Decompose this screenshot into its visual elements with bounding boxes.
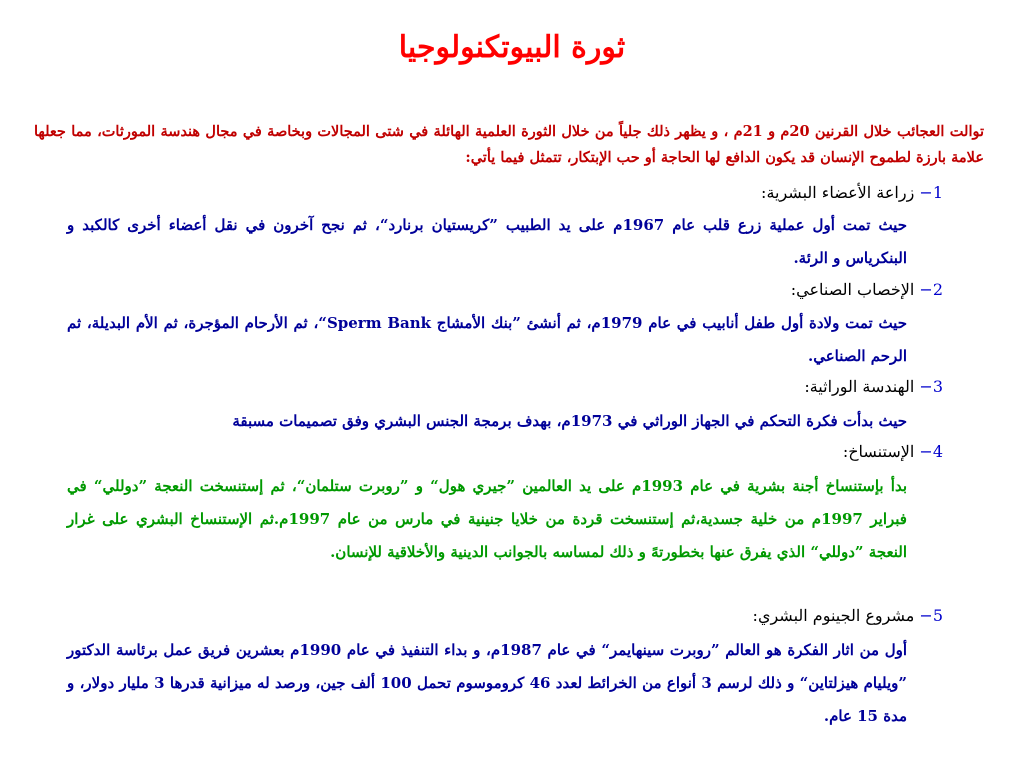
section-heading-label: الهندسة الوراثية: [804, 377, 915, 396]
intro-paragraph: توالت العجائب خلال القرنين 20م و 21م ، و يظهر ذلك جلياً من خلال الثورة العلمية الهائلة في شتى المجالات وبخاصة في مجال هندسة المورثات، مما جعلها علامة بارزة لطموح الإنسان قد يكون الدافع لها الحاجة أو حب الإبتكار، تتمثل فيما يأتي: [34, 123, 984, 166]
section-number: 1− [919, 183, 943, 202]
section-text-4: بدأ بإستنساخ أجنة بشرية في عام 1993م على يد العالمين ”جيري هول“ و ”روبرت ستلمان“، ثم إستنسخت النعجة ”دوللي“ في فبراير 1997م من خلية جسدية،ثم إستنسخت قردة من خلايا جنينية في مارس من عام 1997م.ثم الإستنساخ البشري على غرار النعجة ”دوللي“ الذي يفرق عنها بخطورتهً و ذلك لمساسه بالجوانب الدينية والأخلاقية للإنسان. [67, 477, 908, 561]
section-text-3: حيث بدأت فكرة التحكم في الجهاز الوراثي في 1973م، بهدف برمجة الجنس البشري وفق تصميمات مسبقة [232, 412, 907, 430]
section-text-1: حيث تمت أول عملية زرع قلب عام 1967م على يد الطبيب ”كريستيان برنارد“، ثم نجح آخرون في نقل أعضاء أخرى كالكبد و البنكرياس و الرئة. [67, 216, 907, 267]
section-heading-label: الإستنساخ: [842, 442, 915, 461]
section-heading-1 [83, 181, 943, 205]
section-number: 5− [919, 606, 943, 625]
section-text-5: أول من اثار الفكرة هو العالم ”روبرت سينهايمر“ في عام 1987م، و بداء التنفيذ في عام 1990م بعشرين فريق عمل برئاسة الدكتور ”ويليام هيزلتاين“ و ذلك لرسم 3 أنواع من الخرائط لعدد 46 كروموسوم تحمل 100 ألف جين، ورصد له ميزانية قدرها 3 مليار دولار، و مدة 15 عام. [67, 641, 907, 725]
section-heading-2 [83, 278, 943, 302]
slide-title: ثورة البيوتكنولوجيا [398, 30, 626, 65]
section-text-2: حيث تمت ولادة أول طفل أنابيب في عام 1979م، ثم أنشئ ”بنك الأمشاج Sperm Bank“، ثم الأرحام المؤجرة، ثم الأم البديلة، ثم الرحم الصناعي. [67, 314, 907, 365]
section-heading-4 [83, 440, 943, 464]
section-heading-label: الإخصاب الصناعي: [790, 280, 915, 299]
section-heading-label: مشروع الجينوم البشري: [752, 606, 915, 625]
section-number: 4− [919, 442, 943, 461]
section-heading-3 [83, 375, 943, 399]
section-heading-5 [83, 604, 943, 628]
section-number: 3− [919, 377, 943, 396]
section-heading-label: زراعة الأعضاء البشرية: [761, 183, 915, 202]
section-number: 2− [919, 280, 943, 299]
